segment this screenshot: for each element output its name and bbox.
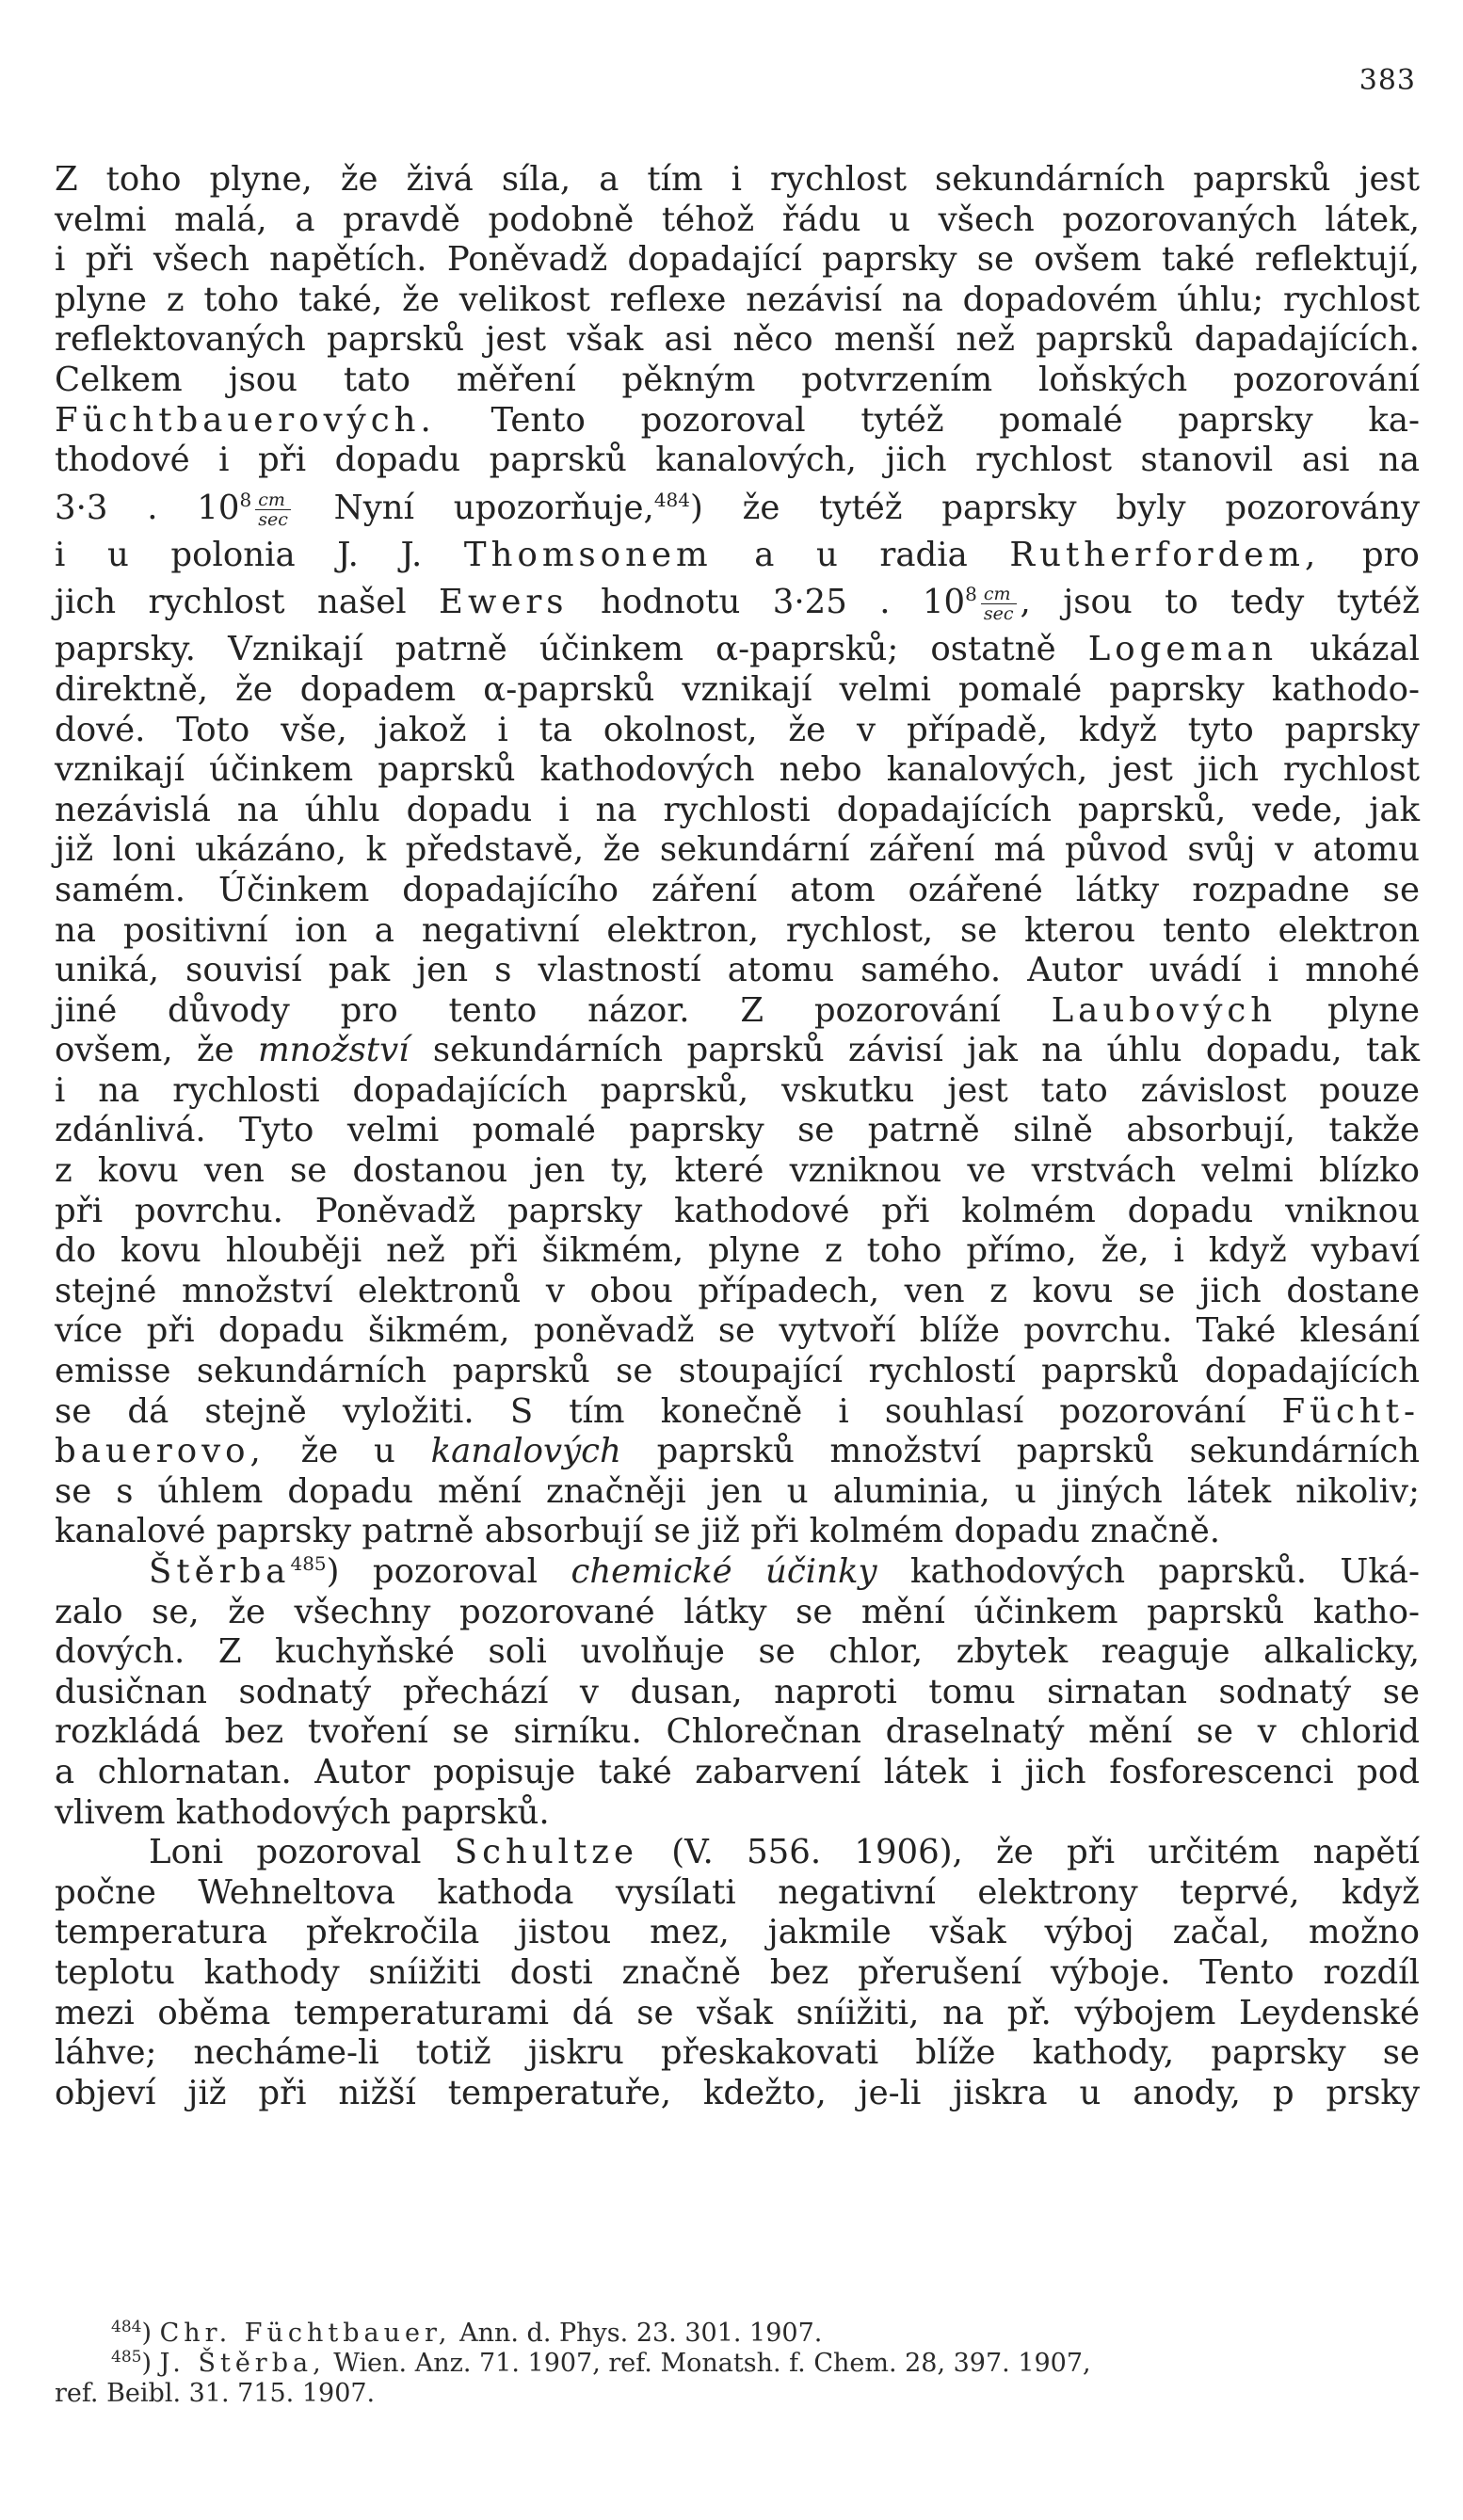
author-name: Fücht- — [1281, 1391, 1420, 1431]
text-line: se s úhlem dopadu mění značněji jen u aluminia, u jiných látek nikoliv; — [55, 1471, 1420, 1511]
emphasis: kanalových — [430, 1432, 621, 1471]
author-name: Thomsonem — [463, 535, 713, 574]
text-line: dusičnan sodnatý přechází v dusan, naproti tomu sirnatan sodnatý se — [55, 1672, 1420, 1711]
author-name: Štěrba — [149, 1552, 291, 1591]
text-line: nezávislá na úhlu dopadu i na rychlosti dopadajících paprsků, vede, jak — [55, 790, 1420, 829]
text-line: 3·3 . $10^8$ $\frac{cm}{\sec}$ Nyní upozorňuje,$^{484}$) že tytéž paprsky byly pozorovány — [55, 488, 1420, 530]
text-line: stejné množství elektronů v obou případech, ven z kovu se jich dostane — [55, 1271, 1420, 1310]
author-name: Laubových — [1051, 990, 1278, 1030]
text-line: již loni ukázáno, k představě, že sekundární záření má původ svůj v atomu — [55, 830, 1420, 870]
text-line: dové. Toto vše, jakož i ta okolnost, že v případě, když tyto paprsky — [55, 710, 1420, 749]
text-line: Štěrba$^{485}$) pozoroval chemické účinky kathodových paprsků. Uká- — [149, 1552, 1420, 1591]
text-line: na positivní ion a negativní elektron, rychlost, se kterou tento elektron — [55, 910, 1420, 950]
text-line: Füchtbauerových. Tento pozoroval tytéž pomalé paprsky ka- — [55, 400, 1420, 440]
text-line: objeví již při nižší temperatuře, kdežto, je-li jiskra u anody, p prsky — [55, 2073, 1420, 2112]
text-line: direktně, že dopadem α-paprsků vznikají velmi pomalé paprsky kathodo- — [55, 669, 1420, 709]
text-line: více při dopadu šikmém, poněvadž se vytvoří blíže povrchu. Také klesání — [55, 1311, 1420, 1351]
unit-fraction: $\frac{cm}{\sec}$ — [981, 585, 1017, 623]
text-line: plyne z toho také, že velikost reflexe nezávisí na dopadovém úhlu; rychlost — [55, 280, 1420, 319]
author-name: Rutherfordem, — [1009, 535, 1321, 574]
text-line: vznikají účinkem paprsků kathodových nebo kanalových, jest jich rychlost — [55, 750, 1420, 790]
text-line: i u polonia J. J. Thomsonem a u radia Rutherfordem, pro — [55, 535, 1420, 574]
author-name: Schultze — [454, 1833, 639, 1872]
text-line: teplotu kathody sníižiti dosti značně bez přerušení výboje. Tento rozdíl — [55, 1952, 1420, 1992]
text-line: Celkem jsou tato měření pěkným potvrzením loňských pozorování — [55, 360, 1420, 399]
text-line: do kovu hlouběji než při šikmém, plyne z toho přímo, že, i když vybaví — [55, 1231, 1420, 1271]
footnote-ref: 484 — [653, 488, 690, 511]
text-line: reflektovaných paprsků jest však asi něco menší než paprsků dapadajících. — [55, 320, 1420, 360]
emphasis: chemické účinky — [571, 1552, 877, 1591]
unit-fraction: $\frac{cm}{\sec}$ — [255, 490, 291, 529]
text-line: Loni pozoroval Schultze (V. 556. 1906), že při určitém napětí — [149, 1833, 1420, 1872]
text-line: emisse sekundárních paprsků se stoupající rychlostí paprsků dopadajících — [55, 1352, 1420, 1391]
text-line: a chlornatan. Autor popisuje také zabarvení látek i jich fosforescenci pod — [55, 1752, 1420, 1791]
text-line: i při všech napětích. Poněvadž dopadající paprsky se ovšem také reflektují, — [55, 240, 1420, 280]
text-line: zalo se, že všechny pozorované látky se mění účinkem paprsků katho- — [55, 1592, 1420, 1631]
text-line: jich rychlost našel Ewers hodnotu 3·25 . $10^8$ $\frac{cm}{\sec}$ , jsou to tedy tytéž — [55, 583, 1420, 625]
text-line: thodové i při dopadu paprsků kanalových, jich rychlost stanovil asi na — [55, 441, 1420, 480]
author-name: Chr. Füchtbauer, — [159, 2319, 452, 2348]
footnotes — [55, 2319, 1420, 2409]
text-line: kanalové paprsky patrně absorbují se již při kolmém dopadu značně. — [55, 1512, 1221, 1551]
text-line: velmi malá, a pravdě podobně téhož řádu u všech pozorovaných látek, — [55, 200, 1420, 239]
author-name: J. Štěrba, — [159, 2349, 326, 2378]
footnote: $^{485}$) J. Štěrba, Wien. Anz. 71. 1907, ref. Monatsh. f. Chem. 28, 397. 1907, — [111, 2348, 1091, 2378]
text-line: počne Wehneltova kathoda vysílati negativní elektrony teprvé, když — [55, 1872, 1420, 1912]
emphasis: množství — [258, 1031, 410, 1070]
text-line: ovšem, že množství sekundárních paprsků závisí jak na úhlu dopadu, tak — [55, 1031, 1420, 1070]
author-name: Ewers — [439, 583, 569, 622]
body-text — [55, 160, 1420, 2113]
text-line: temperatura překročila jistou mez, jakmile však výboj začal, možno — [55, 1913, 1420, 1952]
text-line: uniká, souvisí pak jen s vlastností atomu samého. Autor uvádí i mnohé — [55, 951, 1420, 990]
page-number: 383 — [1358, 64, 1416, 97]
footnote-continuation: ref. Beibl. 31. 715. 1907. — [55, 2379, 376, 2408]
text-line: rozkládá bez tvoření se sirníku. Chlorečnan draselnatý mění se v chlorid — [55, 1712, 1420, 1752]
text-line: dových. Z kuchyňské soli uvolňuje se chlor, zbytek reaguje alkalicky, — [55, 1632, 1420, 1672]
text-line: bauerovo, že u kanalových paprsků množství paprsků sekundárních — [55, 1432, 1420, 1471]
text-line: láhve; necháme-li totiž jiskru přeskakovati blíže kathody, paprsky se — [55, 2033, 1420, 2073]
footnote: $^{484}$) Chr. Füchtbauer, Ann. d. Phys. 23. 301. 1907. — [111, 2318, 823, 2348]
footnote-ref: 485 — [290, 1552, 327, 1576]
text-line: mezi oběma temperaturami dá se však sníižiti, na př. výbojem Leydenské — [55, 1993, 1420, 2032]
author-name: bauerovo, — [55, 1432, 265, 1471]
text-line: jiné důvody pro tento názor. Z pozorování Laubových plyne — [55, 990, 1420, 1030]
author-name: Logeman — [1087, 630, 1278, 669]
text-line: Z toho plyne, že živá síla, a tím i rychlost sekundárních paprsků jest — [55, 160, 1420, 199]
text-line: z kovu ven se dostanou jen ty, které vzniknou ve vrstvách velmi blízko — [55, 1151, 1420, 1191]
author-name: Füchtbauerových. — [55, 400, 436, 440]
text-line: při povrchu. Poněvadž paprsky kathodové při kolmém dopadu vniknou — [55, 1191, 1420, 1230]
text-line: samém. Účinkem dopadajícího záření atom ozářené látky rozpadne se — [55, 870, 1420, 909]
text-line: i na rychlosti dopadajících paprsků, vskutku jest tato závislost pouze — [55, 1070, 1420, 1110]
text-line: zdánlivá. Tyto velmi pomalé paprsky se patrně silně absorbují, takže — [55, 1111, 1420, 1150]
text-line: vlivem kathodových paprsků. — [55, 1792, 550, 1832]
text-line: se dá stejně vyložiti. S tím konečně i souhlasí pozorování Fücht- — [55, 1391, 1420, 1431]
text-line: paprsky. Vznikají patrně účinkem α-paprsků; ostatně Logeman ukázal — [55, 630, 1420, 669]
